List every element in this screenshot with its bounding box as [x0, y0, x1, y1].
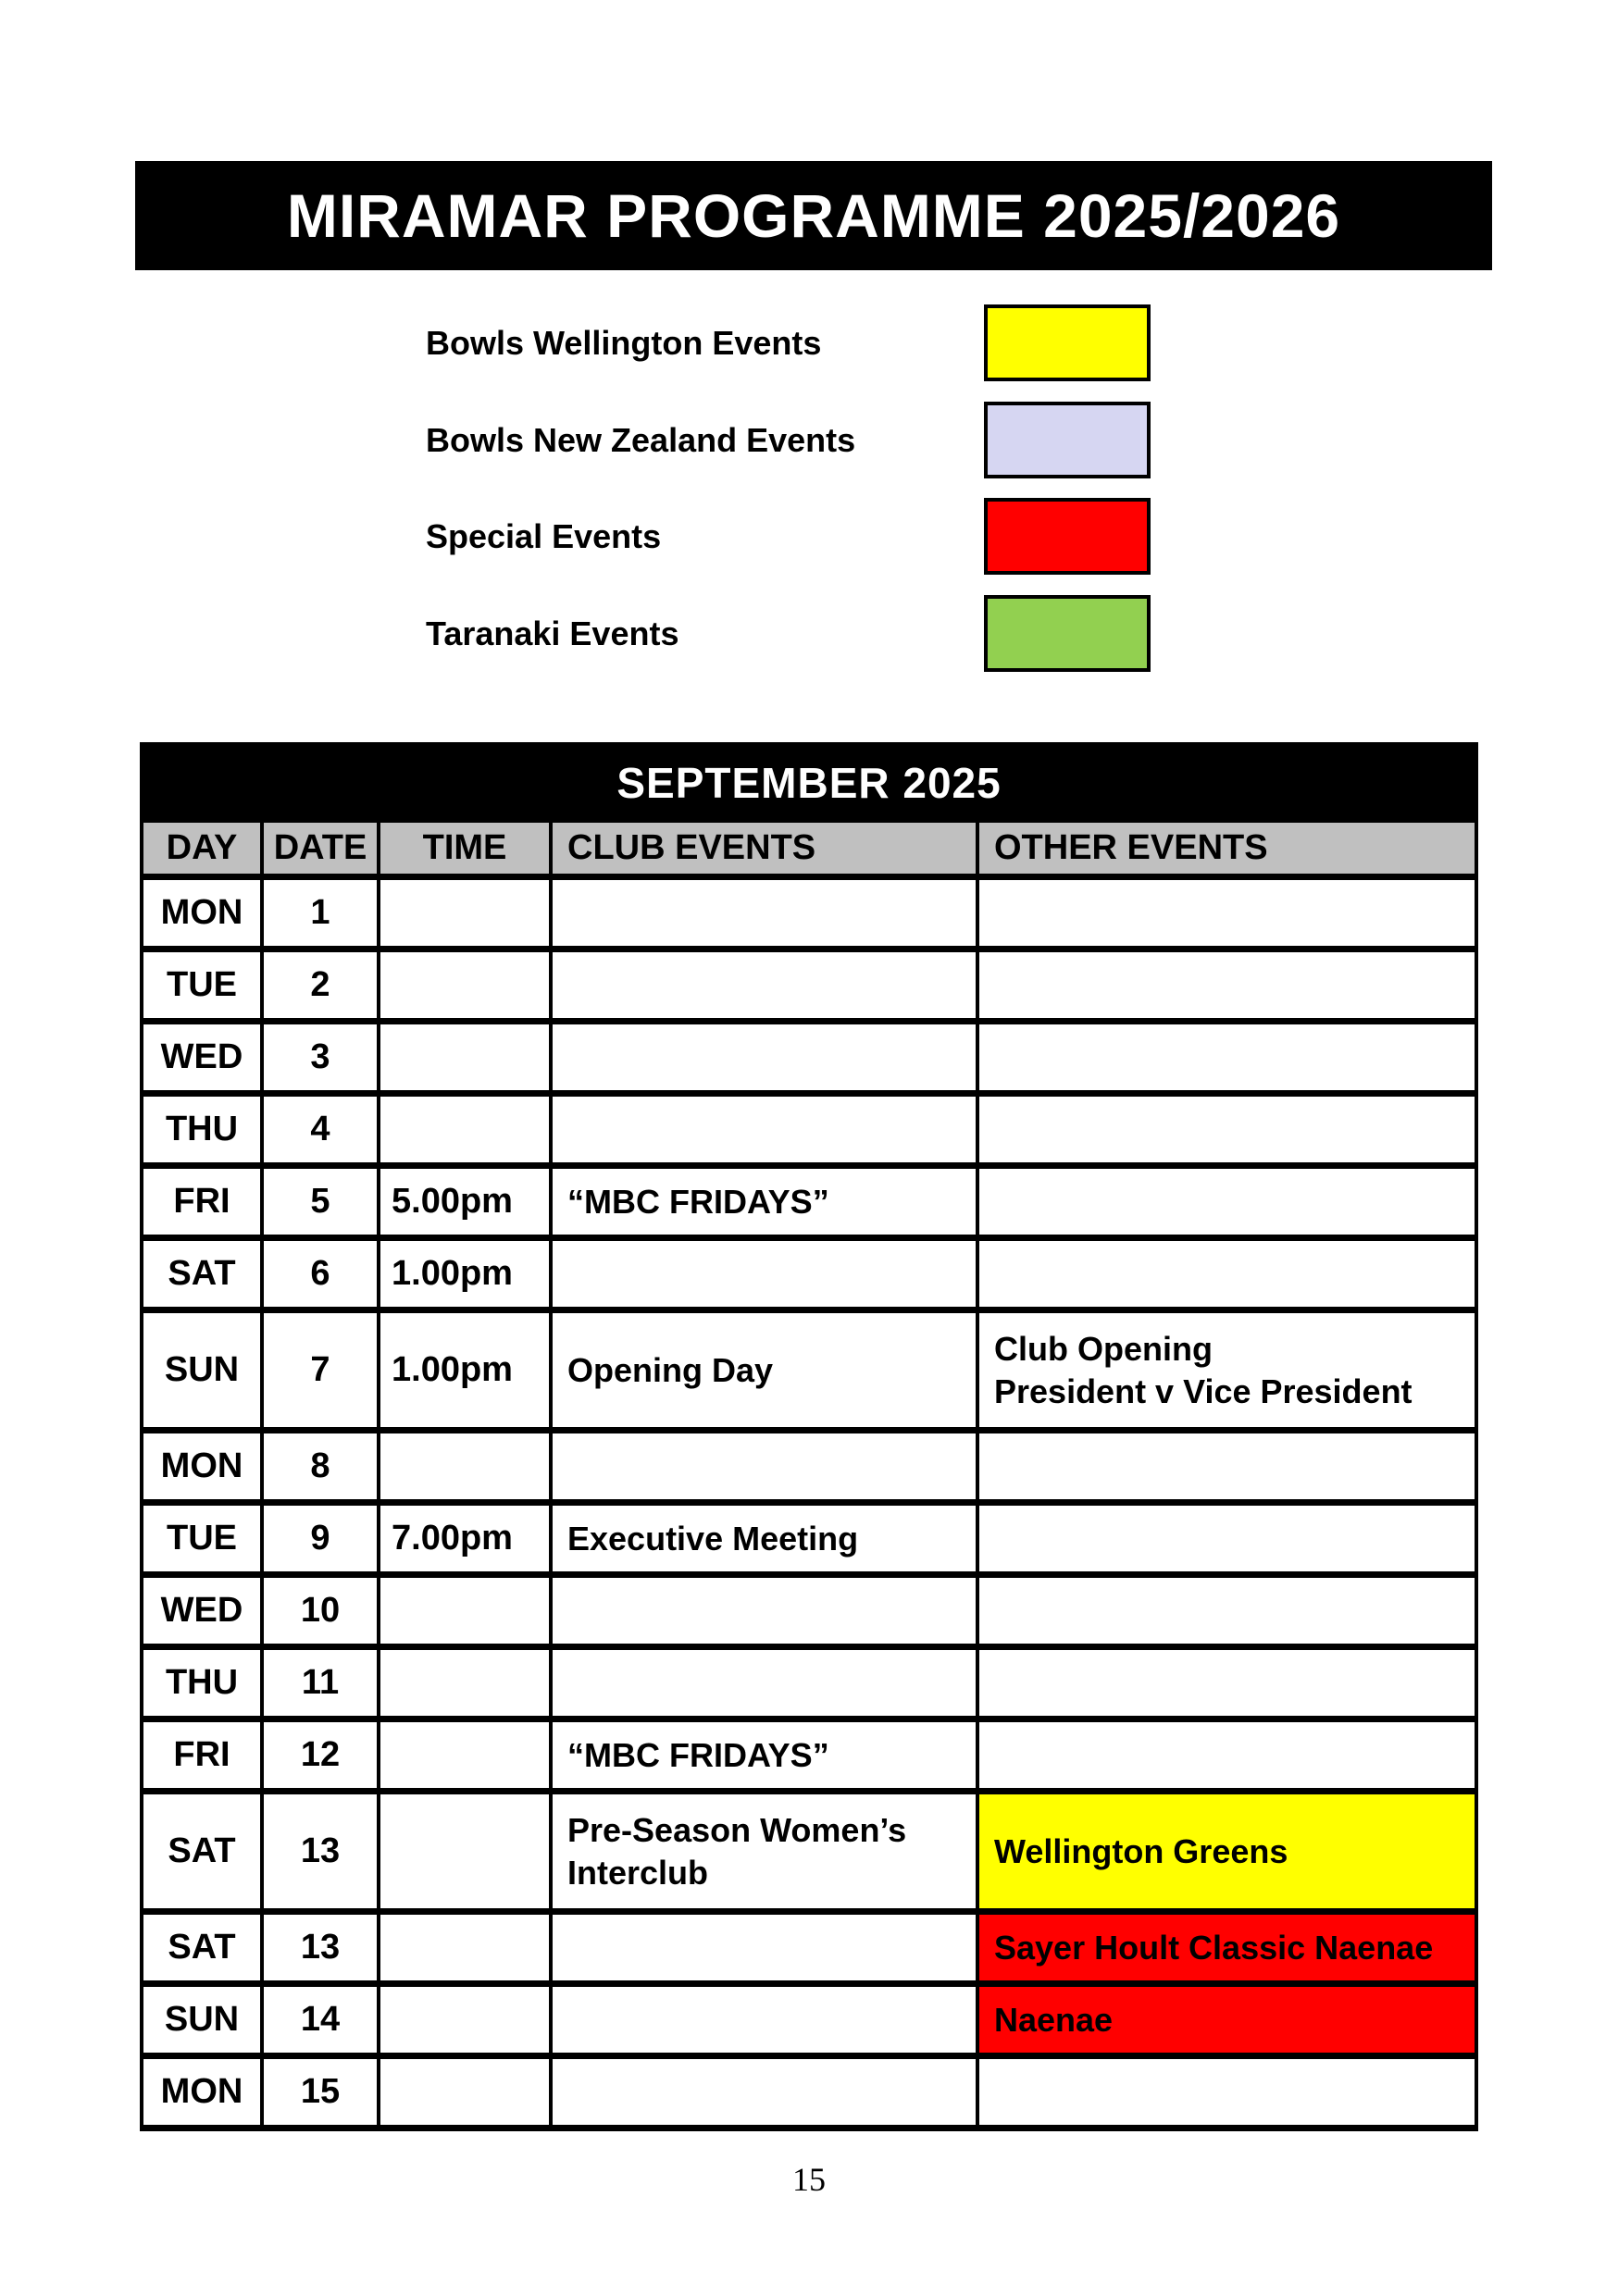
cell-time: [379, 1094, 551, 1166]
cell-day: SUN: [142, 1984, 262, 2056]
cell-other-events: [977, 1503, 1476, 1575]
cell-time: 1.00pm: [379, 1310, 551, 1431]
month-header-row: [142, 746, 1476, 820]
cell-other-events: [977, 1166, 1476, 1238]
cell-other-events: [977, 1238, 1476, 1310]
cell-day: FRI: [142, 1166, 262, 1238]
cell-other-events: [977, 2056, 1476, 2128]
cell-date: 10: [262, 1575, 379, 1647]
calendar-row: [142, 1503, 1476, 1575]
cell-club-events: [551, 949, 977, 1022]
calendar-table: [140, 742, 1478, 2131]
calendar-row: [142, 1984, 1476, 2056]
cell-time: [379, 1719, 551, 1792]
legend-item-bowls-new-zealand: [426, 402, 1151, 478]
legend-swatch-red: [984, 498, 1151, 575]
cell-day: THU: [142, 1094, 262, 1166]
column-header-date: DATE: [262, 820, 379, 877]
cell-date: 3: [262, 1022, 379, 1094]
calendar-section: [140, 742, 1478, 2131]
cell-other-events: [977, 1094, 1476, 1166]
cell-other-events: [977, 949, 1476, 1022]
cell-other-events: Naenae: [977, 1984, 1476, 2056]
page-number: 15: [792, 2161, 826, 2198]
cell-other-events: [977, 1575, 1476, 1647]
calendar-row: [142, 1431, 1476, 1503]
column-header-club-events: CLUB EVENTS: [551, 820, 977, 877]
cell-club-events: [551, 2056, 977, 2128]
cell-day: SAT: [142, 1238, 262, 1310]
cell-club-events: Executive Meeting: [551, 1503, 977, 1575]
cell-time: 7.00pm: [379, 1503, 551, 1575]
cell-club-events: Opening Day: [551, 1310, 977, 1431]
cell-time: 5.00pm: [379, 1166, 551, 1238]
legend-swatch-yellow: [984, 304, 1151, 381]
cell-date: 2: [262, 949, 379, 1022]
cell-day: WED: [142, 1575, 262, 1647]
cell-date: 12: [262, 1719, 379, 1792]
cell-date: 13: [262, 1792, 379, 1912]
cell-club-events: Pre-Season Women’s Interclub: [551, 1792, 977, 1912]
calendar-row: [142, 1238, 1476, 1310]
cell-day: MON: [142, 1431, 262, 1503]
column-header-time: TIME: [379, 820, 551, 877]
cell-time: [379, 2056, 551, 2128]
cell-day: FRI: [142, 1719, 262, 1792]
cell-day: TUE: [142, 1503, 262, 1575]
legend-swatch-lavender: [984, 402, 1151, 478]
cell-date: 8: [262, 1431, 379, 1503]
cell-club-events: “MBC FRIDAYS”: [551, 1166, 977, 1238]
cell-other-events: [977, 877, 1476, 949]
column-header-day: DAY: [142, 820, 262, 877]
cell-club-events: [551, 1912, 977, 1984]
calendar-row: [142, 1166, 1476, 1238]
cell-day: SUN: [142, 1310, 262, 1431]
cell-day: WED: [142, 1022, 262, 1094]
calendar-row: [142, 1575, 1476, 1647]
cell-time: [379, 949, 551, 1022]
cell-date: 1: [262, 877, 379, 949]
cell-day: THU: [142, 1647, 262, 1719]
cell-other-events: Sayer Hoult Classic Naenae: [977, 1912, 1476, 1984]
cell-time: [379, 1912, 551, 1984]
calendar-row: [142, 1719, 1476, 1792]
legend-label: Special Events: [426, 516, 662, 555]
page-title: MIRAMAR PROGRAMME 2025/2026: [286, 181, 1341, 250]
cell-other-events: [977, 1431, 1476, 1503]
legend-item-special: [426, 498, 1151, 575]
cell-time: [379, 1647, 551, 1719]
cell-day: TUE: [142, 949, 262, 1022]
calendar-row: [142, 1094, 1476, 1166]
cell-time: [379, 1575, 551, 1647]
legend-item-bowls-wellington: [426, 304, 1151, 381]
legend-label: Bowls New Zealand Events: [426, 420, 856, 459]
month-title: SEPTEMBER 2025: [142, 746, 1476, 820]
cell-club-events: [551, 1647, 977, 1719]
calendar-row: [142, 949, 1476, 1022]
cell-time: 1.00pm: [379, 1238, 551, 1310]
cell-other-events: Wellington Greens: [977, 1792, 1476, 1912]
cell-club-events: [551, 1094, 977, 1166]
calendar-row: [142, 1647, 1476, 1719]
cell-club-events: [551, 1431, 977, 1503]
cell-club-events: [551, 1022, 977, 1094]
calendar-row: [142, 1792, 1476, 1912]
cell-club-events: [551, 1575, 977, 1647]
cell-date: 14: [262, 1984, 379, 2056]
cell-day: SAT: [142, 1792, 262, 1912]
cell-date: 13: [262, 1912, 379, 1984]
cell-date: 9: [262, 1503, 379, 1575]
cell-other-events: [977, 1719, 1476, 1792]
cell-time: [379, 1431, 551, 1503]
column-header-other-events: OTHER EVENTS: [977, 820, 1476, 877]
calendar-row: [142, 2056, 1476, 2128]
cell-date: 5: [262, 1166, 379, 1238]
cell-date: 4: [262, 1094, 379, 1166]
legend-label: Bowls Wellington Events: [426, 323, 822, 362]
cell-other-events: Club Opening President v Vice President: [977, 1310, 1476, 1431]
legend-swatch-green: [984, 595, 1151, 672]
calendar-row: [142, 877, 1476, 949]
cell-other-events: [977, 1022, 1476, 1094]
cell-club-events: “MBC FRIDAYS”: [551, 1719, 977, 1792]
cell-time: [379, 1792, 551, 1912]
cell-club-events: [551, 1238, 977, 1310]
cell-day: MON: [142, 877, 262, 949]
cell-time: [379, 1022, 551, 1094]
cell-date: 15: [262, 2056, 379, 2128]
cell-club-events: [551, 1984, 977, 2056]
calendar-row: [142, 1310, 1476, 1431]
calendar-row: [142, 1912, 1476, 1984]
column-header-row: [142, 820, 1476, 877]
cell-day: MON: [142, 2056, 262, 2128]
title-banner: [135, 161, 1492, 270]
calendar-row: [142, 1022, 1476, 1094]
cell-day: SAT: [142, 1912, 262, 1984]
legend-label: Taranaki Events: [426, 614, 679, 652]
cell-time: [379, 877, 551, 949]
cell-date: 11: [262, 1647, 379, 1719]
cell-other-events: [977, 1647, 1476, 1719]
cell-time: [379, 1984, 551, 2056]
legend-item-taranaki: [426, 595, 1151, 672]
cell-date: 7: [262, 1310, 379, 1431]
cell-club-events: [551, 877, 977, 949]
cell-date: 6: [262, 1238, 379, 1310]
